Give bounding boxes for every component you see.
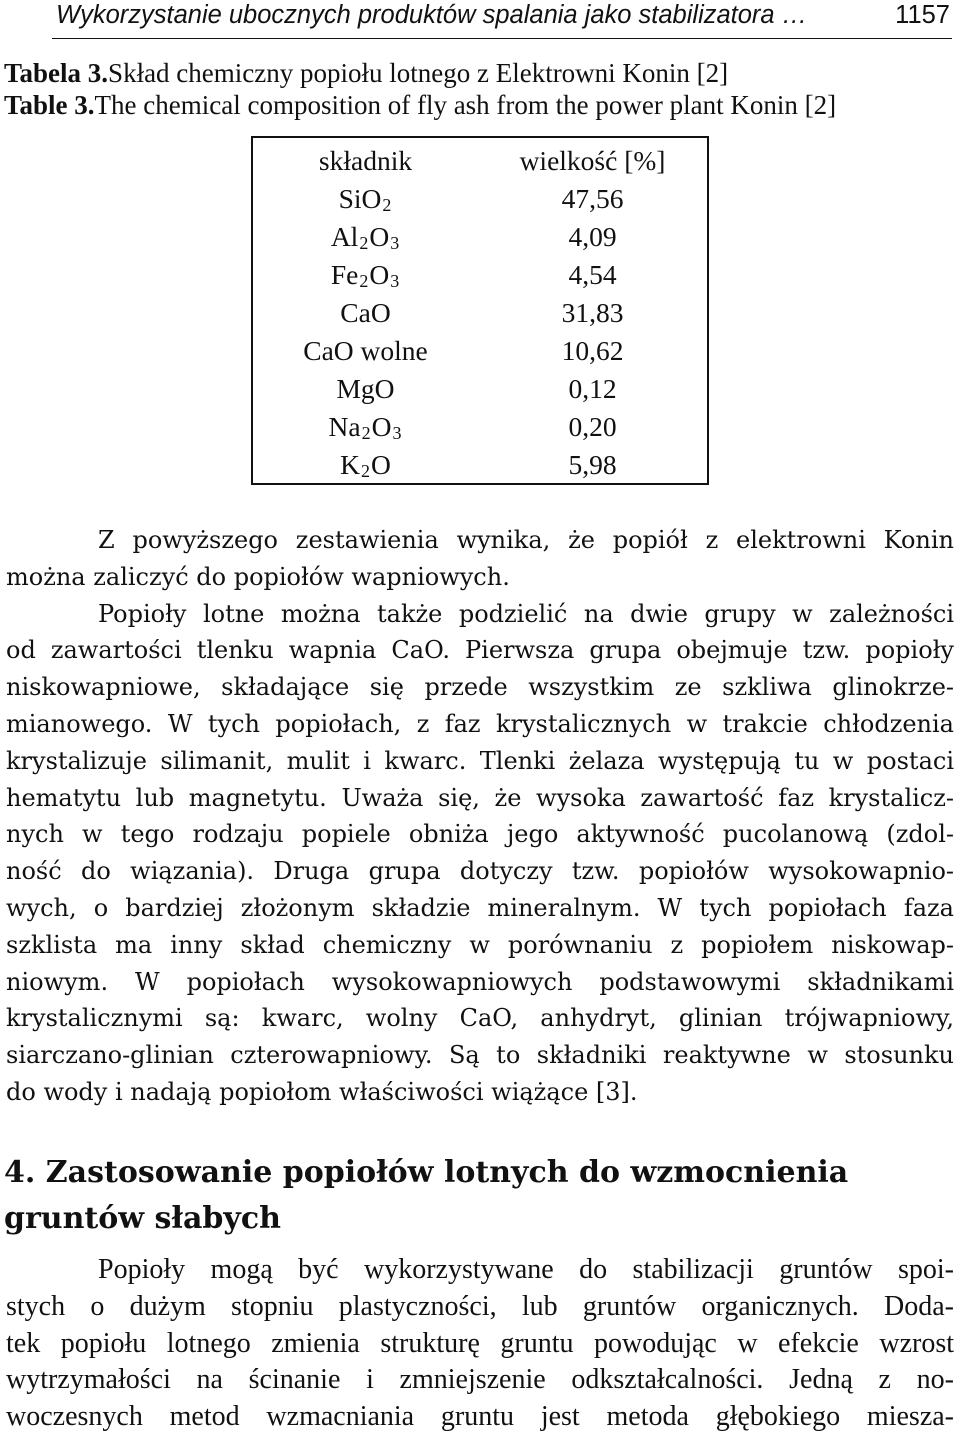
table-row [253, 370, 707, 408]
value-cell: 10,62 [561, 335, 624, 366]
table-label-en: Table 3. [4, 90, 95, 120]
table-title-pl: Skład chemiczny popiołu lotnego z Elektrowni Konin [2] [108, 58, 729, 88]
running-title: Wykorzystanie ubocznych produktów spalania jako stabilizatora … [56, 1, 808, 29]
header-value: wielkość [%] [519, 145, 666, 176]
text-line: Popioły lotne można także podzielić na dwie grupy w zależności [98, 599, 954, 628]
component-cell: CaO wolne [303, 335, 428, 366]
table-row [253, 446, 707, 484]
component-cell: CaO [340, 297, 391, 328]
section-heading-line: 4. Zastosowanie popiołów lotnych do wzmocnienia [4, 1155, 849, 1190]
table-row [253, 294, 707, 332]
page-number: 1157 [895, 1, 950, 29]
text-line: szklista ma inny skład chemiczny w porównaniu z popiołem niskowap- [6, 930, 954, 959]
table-caption-pl [4, 58, 728, 88]
table-row [253, 180, 707, 218]
text-line: od zawartości tlenku wapnia CaO. Pierwsza grupa obejmuje tzw. popioły [6, 636, 954, 665]
text-line: wytrzymałości na ścinanie i zmniejszenie odkształcalności. Jedną z no- [6, 1364, 954, 1396]
paragraph-stabilization [6, 1252, 954, 1436]
text-line: stych o dużym stopniu plastyczności, lub gruntów organicznych. Doda- [6, 1290, 954, 1322]
text-line: hematytu lub magnetytu. Uważa się, że wysoka zawartość faz krystalicz- [6, 783, 954, 812]
value-cell: 4,09 [568, 221, 617, 252]
text-line: krystalizuje silimanit, mulit i kwarc. Tlenki żelaza występują tu w postaci [6, 746, 954, 775]
paragraph-fly-ash-groups [6, 522, 954, 1111]
value-cell: 47,56 [561, 183, 624, 214]
text-line: niskowapniowe, składające się przede wszystkim ze szkliwa glinokrze- [6, 673, 954, 702]
component-cell: $Na_2O_3$ [328, 411, 402, 443]
table-caption-en [4, 90, 836, 120]
component-cell: SiO$_2$ [338, 183, 392, 215]
component-cell: $K_2O$ [340, 449, 391, 481]
text-line: tek popiołu lotnego zmienia strukturę gruntu powodując w efekcie wzrost [6, 1327, 954, 1359]
text-line: ność do wiązania). Druga grupa dotyczy tzw. popiołów wysokowapnio- [6, 857, 954, 886]
table-label-pl: Tabela 3. [4, 58, 109, 88]
table-row [253, 256, 707, 294]
text-line: mianowego. W tych popiołach, z faz krystalicznych w trakcie chłodzenia [6, 709, 954, 738]
text-line: Popioły mogą być wykorzystywane do stabilizacji gruntów spoi- [98, 1254, 954, 1285]
section-heading-line: gruntów słabych [4, 1201, 281, 1236]
text-line: wych, o bardziej złożonym składzie mineralnym. W tych popiołach faza [6, 893, 954, 922]
table-row [253, 408, 707, 446]
text-line: krystalicznymi są: kwarc, wolny CaO, anhydryt, glinian trójwapniowy, [6, 1004, 954, 1033]
value-cell: 31,83 [561, 297, 624, 328]
value-cell: 0,12 [568, 373, 617, 404]
table-header-row [253, 142, 707, 180]
value-cell: 5,98 [568, 449, 617, 480]
table-row [253, 218, 707, 256]
table-title-en: The chemical composition of fly ash from the power plant Konin [2] [94, 90, 837, 120]
header-component: składnik [318, 145, 413, 176]
component-cell: MgO [336, 373, 395, 404]
value-cell: 0,20 [568, 411, 617, 442]
value-cell: 4,54 [568, 259, 617, 290]
component-cell: $Fe_2O_3$ [330, 259, 400, 291]
text-line: Z powyższego zestawienia wynika, że popiół z elektrowni Konin [98, 526, 954, 554]
table-row [253, 332, 707, 370]
text-line: siarczano-glinian czterowapniowy. Są to składniki reaktywne w stosunku [6, 1041, 954, 1070]
text-line: do wody i nadają popiołom właściwości wiążące [3]. [6, 1077, 638, 1106]
section-heading [4, 1150, 848, 1242]
running-header [52, 0, 952, 39]
text-line: woczesnych metod wzmacniania gruntu jest metoda głębokiego miesza- [6, 1401, 954, 1433]
text-line: nych w tego rodzaju popiele obniża jego aktywność pucolanową (zdol- [6, 820, 954, 849]
text-line: niowym. W popiołach wysokowapniowych podstawowymi składnikami [6, 967, 954, 996]
text-line: można zaliczyć do popiołów wapniowych. [6, 562, 510, 591]
component-cell: $Al_2O_3$ [330, 221, 400, 253]
composition-table [251, 136, 709, 485]
